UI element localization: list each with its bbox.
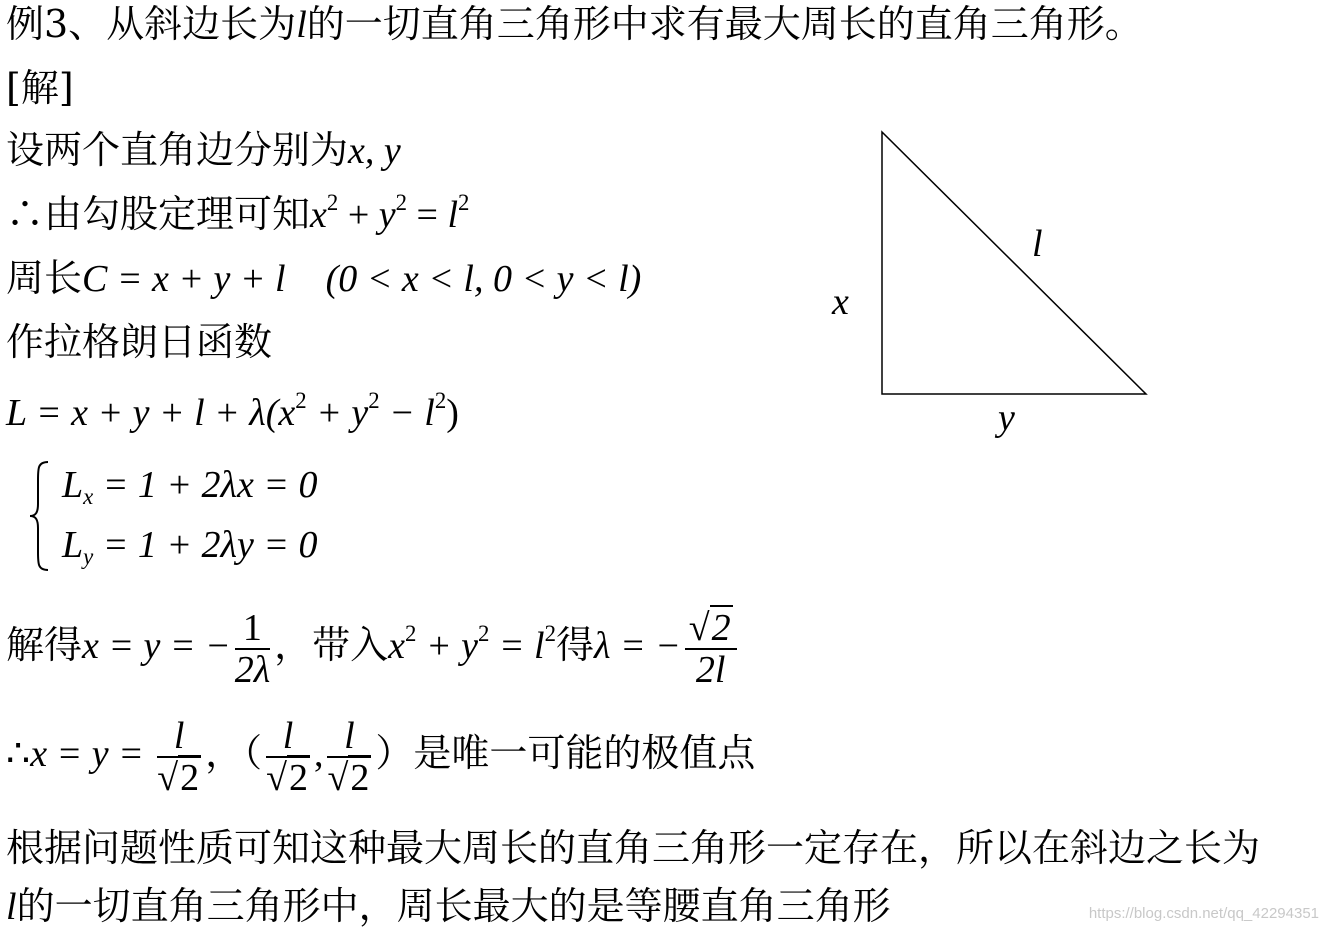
line-conclusion-2: l的一切直角三角形中，周长最大的是等腰直角三角形 xyxy=(6,884,891,928)
line-solve: 解得x = y = − $\frac{1}{2\lambda}$ ，带入$x^2 + y^2 = l^2$得λ = − $\frac{√2}{2l}$ xyxy=(6,600,741,691)
line-lagrange-intro: 作拉格朗日函数 xyxy=(6,320,273,364)
label-x: x xyxy=(832,281,849,323)
left-brace-icon xyxy=(28,460,52,572)
right-triangle-figure xyxy=(820,120,1180,444)
equation-row-x: $L_x = 1 + 2\lambda x = 0$ xyxy=(62,464,318,509)
equation-row-y: $L_y = 1 + 2\lambda y = 0$ xyxy=(62,524,318,569)
solution-label: [解] xyxy=(6,66,74,110)
line-perimeter: 周长C = x + y + l (0 < x < l, 0 < y < l) xyxy=(6,256,642,300)
triangle-shape xyxy=(882,132,1146,394)
triangle-diagram xyxy=(820,120,1180,440)
line-conclusion-1: 根据问题性质可知这种最大周长的直角三角形一定存在，所以在斜边之长为 xyxy=(6,826,1261,870)
var-l: l xyxy=(296,4,307,46)
line-set-legs: 设两个直角边分别为x, y xyxy=(6,128,401,172)
watermark: https://blog.csdn.net/qq_42294351 xyxy=(1088,905,1319,922)
line-pythagoras: ∴由勾股定理可知$x^2 + y^2 = l^2$ xyxy=(6,189,470,236)
fraction-l-over-sqrt2: $\frac{l}{√2}$ xyxy=(327,714,370,799)
label-l: l xyxy=(1032,223,1043,265)
line-lagrange-function: $L = x + y + l + \lambda(x^2 + y^2 - l^2)$ xyxy=(6,387,459,434)
label-y: y xyxy=(998,397,1015,439)
line-extremum: ∴x = y = $\frac{l}{√2}$ ，（ $\frac{l}{√2}$ , $\frac{l}{√2}$ ）是唯一可能的极值点 xyxy=(6,714,756,799)
fraction-1-over-2lambda: $\frac{1}{2\lambda}$ xyxy=(234,606,271,691)
problem-title: 例3、从斜边长为l的一切直角三角形中求有最大周长的直角三角形。 xyxy=(6,2,1143,46)
fraction-l-over-sqrt2: $\frac{l}{√2}$ xyxy=(266,714,308,799)
fraction-l-over-sqrt2: $\frac{l}{√2}$ xyxy=(157,714,200,799)
fraction-sqrt2-over-2l: $\frac{√2}{2l}$ xyxy=(685,608,737,690)
